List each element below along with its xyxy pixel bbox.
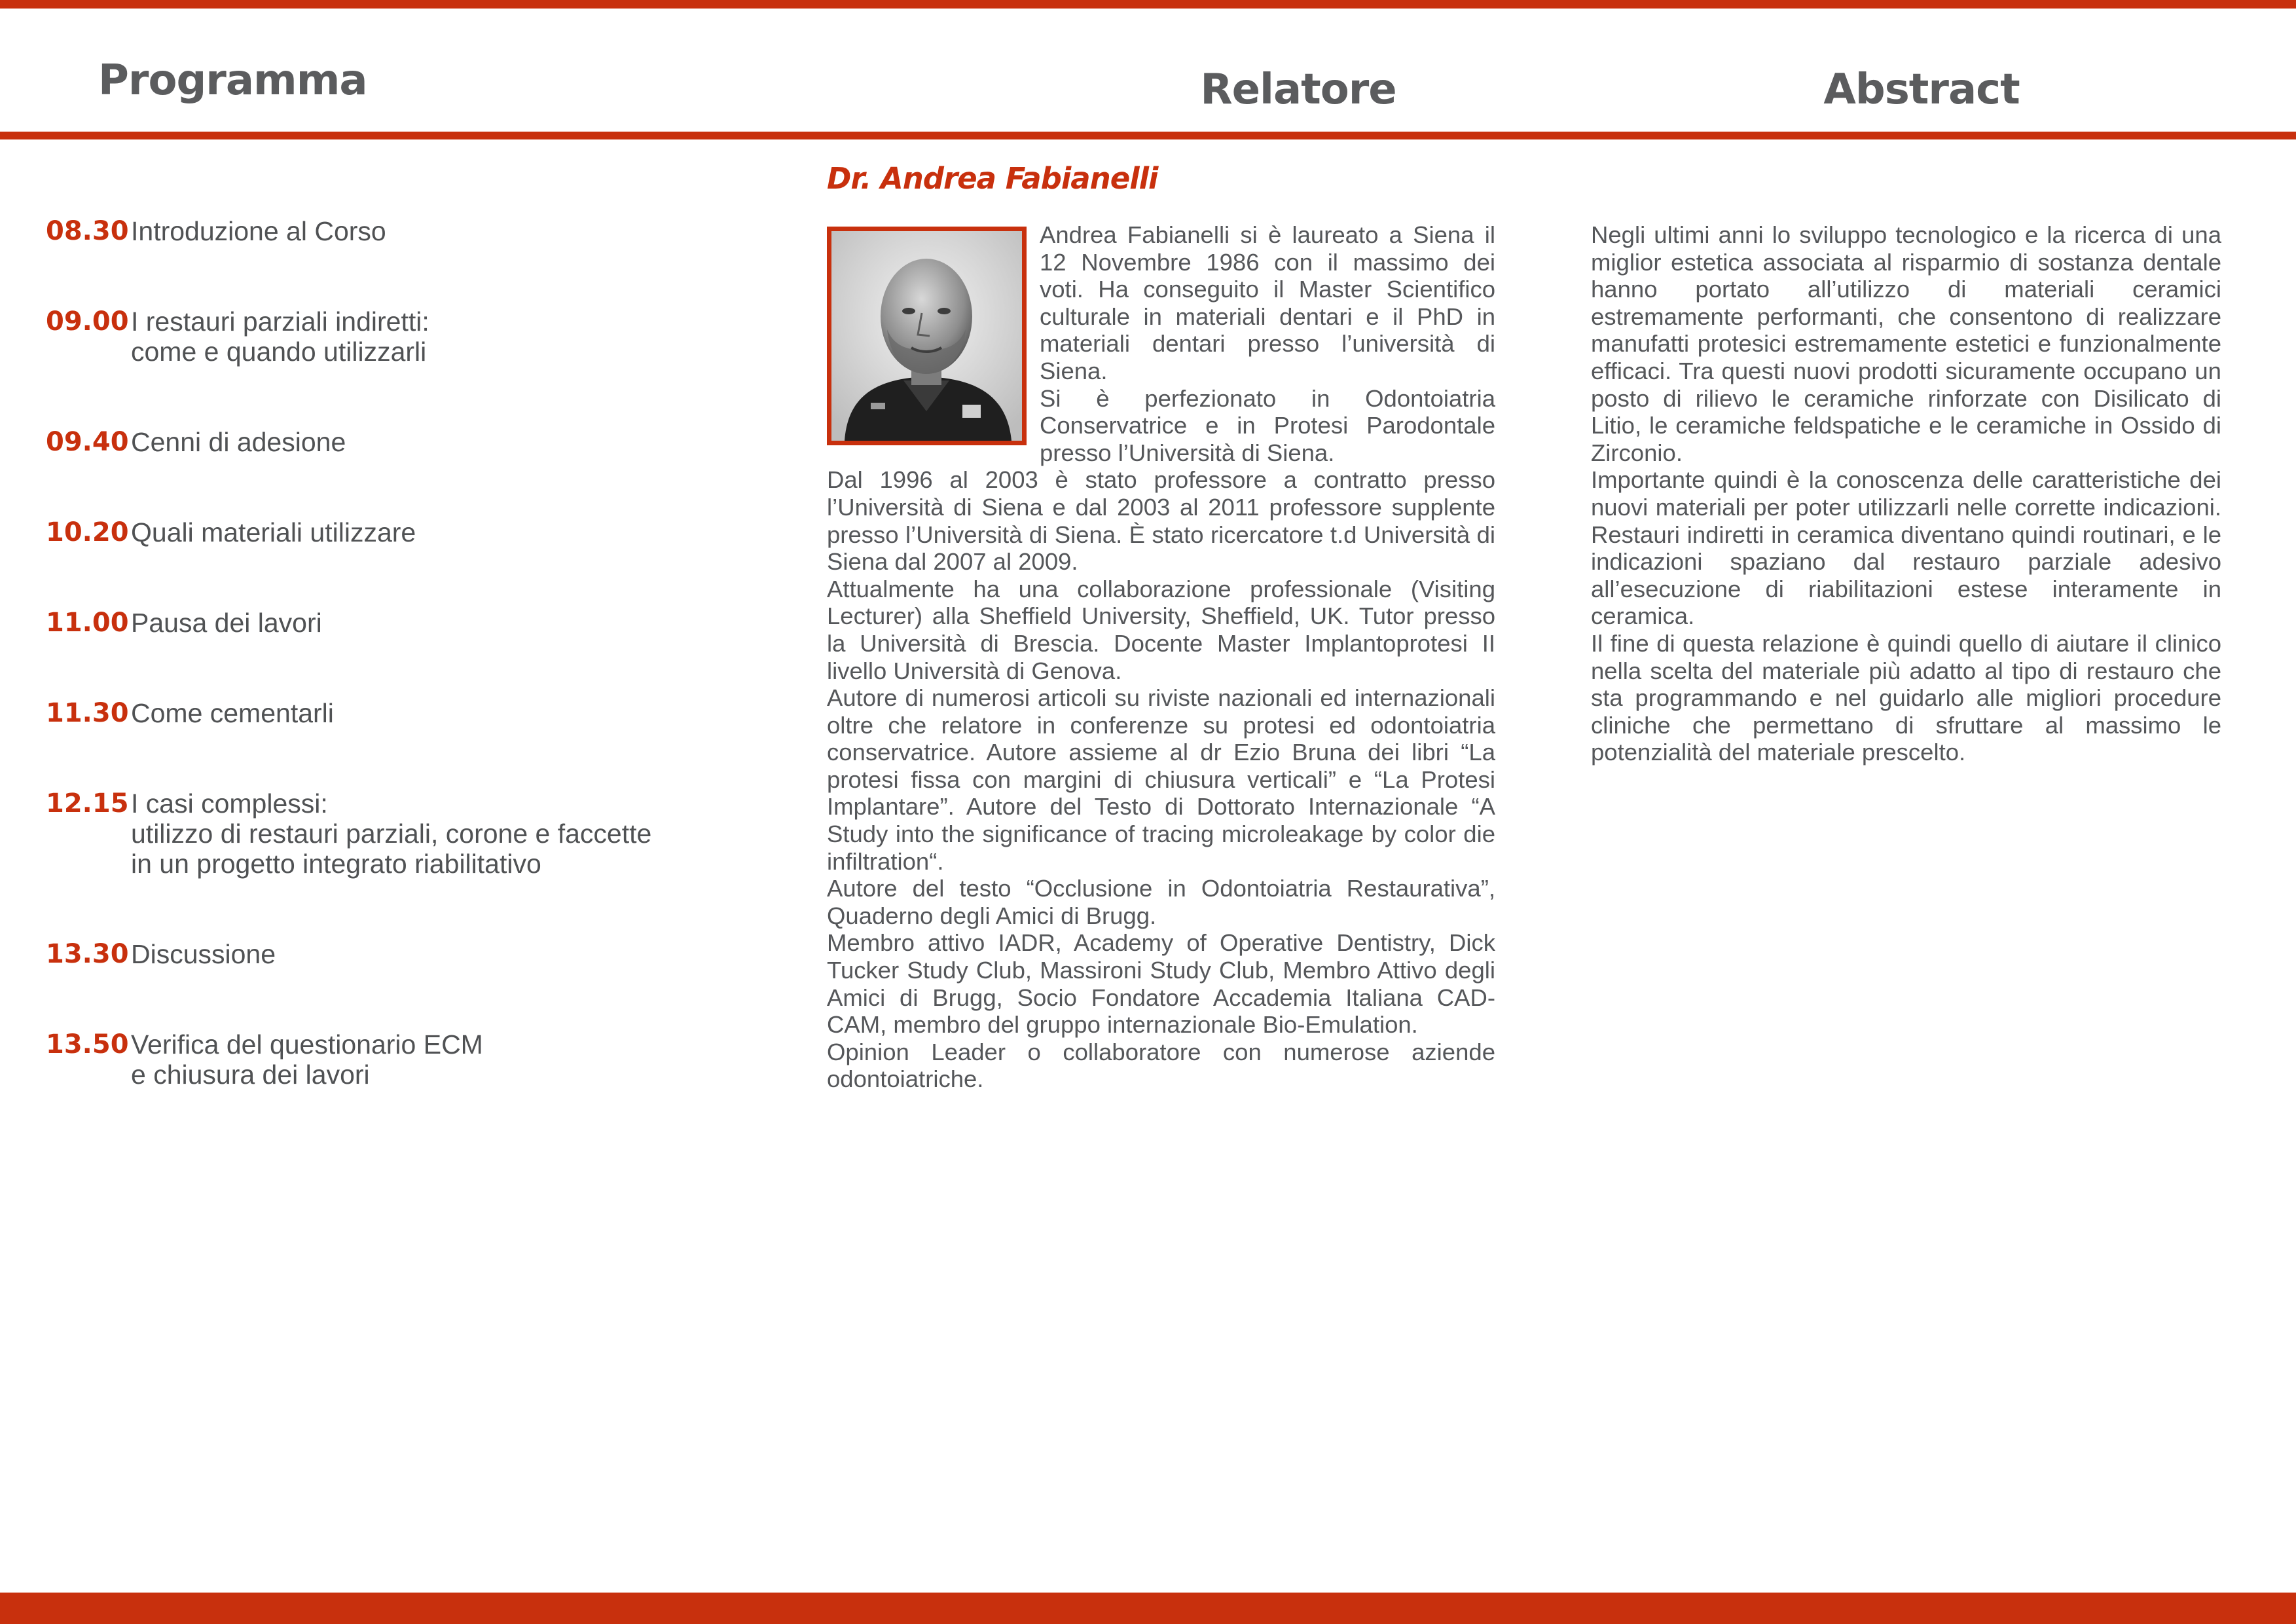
programma-text: I restauri parziali indiretti: come e quando utilizzarli <box>131 306 429 367</box>
relatore-heading: Relatore <box>1200 65 1396 114</box>
programma-time: 13.30 <box>46 939 129 969</box>
abstract-paragraph: Negli ultimi anni lo sviluppo tecnologico e la ricerca di una miglior estetica associata al risparmio di sostanza dentale hanno portato all’utilizzo di materiali ceramici estremamente performanti, che consentono di realizzare manufatti protesici estremamente estetici e funzionalmente efficaci. Tra questi nuovi prodotti sicuramente occupano un posto di rilievo le ceramiche rinforzate con Disilicato di Litio, le ceramiche feldspatiche e le ceramiche in Ossido di Zirconio. <box>1591 221 2221 466</box>
programma-time: 13.50 <box>46 1029 129 1060</box>
programma-text: Quali materiali utilizzare <box>131 517 416 547</box>
bio-paragraph: Si è perfezionato in Odontoiatria Conservatrice e in Protesi Parodontale presso l’Università di Siena. <box>1040 384 1495 466</box>
bottom-accent-bar <box>0 1593 2296 1624</box>
programma-item <box>46 517 779 547</box>
bio-paragraph: Membro attivo IADR, Academy of Operative Dentistry, Dick Tucker Study Club, Massironi Study Club, Membro Attivo degli Amici di Brugg, Socio Fondatore Accademia Italiana CAD-CAM, membro del gruppo internazionale Bio-Emulation. <box>827 929 1495 1039</box>
programma-text: Come cementarli <box>131 698 334 728</box>
programma-time: 09.00 <box>46 306 129 337</box>
programma-list <box>46 216 779 1150</box>
top-accent-bar <box>0 0 2296 9</box>
programma-time: 11.00 <box>46 608 129 638</box>
programma-item <box>46 216 779 246</box>
abstract-paragraph: Importante quindi è la conoscenza delle caratteristiche dei nuovi materiali per poter utilizzarli nelle corrette indicazioni. Restauri indiretti in ceramica diventano quindi routinari, e le indicazioni spaziano dal restauro parziale adesivo all’esecuzione di riabilitazioni estese interamente in ceramica. <box>1591 466 2221 630</box>
programma-item <box>46 939 779 969</box>
speaker-name: Dr. Andrea Fabianelli <box>827 161 1158 196</box>
speaker-photo <box>827 227 1027 445</box>
programma-text: I casi complessi: utilizzo di restauri parziali, corone e faccette in un progetto integrato riabilitativo <box>131 788 652 879</box>
bio-paragraph: Autore di numerosi articoli su riviste nazionali ed internazionali oltre che relatore in conferenze su protesi ed odontoiatria conservatrice. Autore assieme al dr Ezio Bruna dei libri “La protesi fissa con margini di chiusura verticali” e “La Protesi Implantare”. Autore del Testo di Dottorato Internazionale “A Study into the significance of tracing microleakage by color die infiltration“. <box>827 684 1495 875</box>
programma-text: Introduzione al Corso <box>131 216 386 246</box>
programma-text: Verifica del questionario ECM e chiusura dei lavori <box>131 1029 483 1090</box>
programma-item <box>46 306 779 367</box>
programma-time: 11.30 <box>46 698 129 728</box>
programma-time: 09.40 <box>46 427 129 457</box>
bio-paragraph: Opinion Leader o collaboratore con numerose aziende odontoiatriche. <box>827 1038 1495 1093</box>
bio-paragraph: Andrea Fabianelli si è laureato a Siena il 12 Novembre 1986 con il massimo dei voti. Ha conseguito il Master Scientifico culturale in materiali dentari e il PhD in materiali dentari presso l’università di Siena. <box>1040 221 1495 384</box>
programma-item <box>46 698 779 728</box>
programma-item <box>46 608 779 638</box>
programma-text: Discussione <box>131 939 276 969</box>
abstract-body <box>1591 221 2221 766</box>
bio-paragraph: Attualmente ha una collaborazione professionale (Visiting Lecturer) alla Sheffield University, Sheffield, UK. Tutor presso la Università di Brescia. Docente Master Implantoprotesi II livello Università di Genova. <box>827 575 1495 684</box>
abstract-paragraph: Il fine di questa relazione è quindi quello di aiutare il clinico nella scelta del materiale più adatto al tipo di restauro che sta programmando e nel guidarlo alle migliori procedure cliniche che permettano di sfruttare al massimo le potenzialità del materiale prescelto. <box>1591 629 2221 766</box>
abstract-heading: Abstract <box>1823 65 2020 114</box>
programma-text: Cenni di adesione <box>131 427 346 457</box>
programma-time: 10.20 <box>46 517 129 547</box>
speaker-bio <box>827 221 1495 1093</box>
programma-item <box>46 1029 779 1090</box>
programma-text: Pausa dei lavori <box>131 608 322 638</box>
bio-paragraph: Dal 1996 al 2003 è stato professore a contratto presso l’Università di Siena e dal 2003 al 2011 professore supplente presso l’Università di Siena. È stato ricercatore t.d Università di Siena dal 2007 al 2009. <box>827 466 1495 576</box>
programma-item <box>46 788 779 879</box>
programma-item <box>46 427 779 457</box>
bio-paragraph: Autore del testo “Occlusione in Odontoiatria Restaurativa”, Quaderno degli Amici di Brugg. <box>827 875 1495 929</box>
header-divider-bar <box>0 132 2296 139</box>
programma-time: 08.30 <box>46 216 129 246</box>
programma-time: 12.15 <box>46 788 129 819</box>
programma-heading: Programma <box>98 56 367 105</box>
